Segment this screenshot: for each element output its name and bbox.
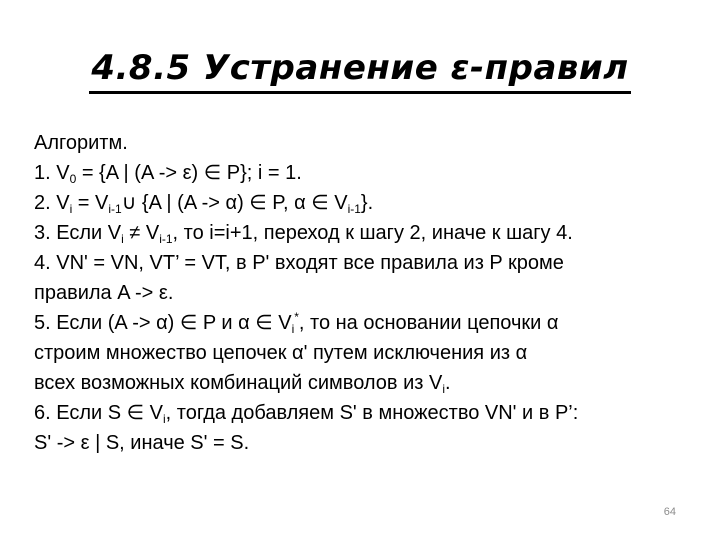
step-2-part-d: }. xyxy=(360,192,374,214)
algorithm-body xyxy=(34,128,706,458)
step-5 xyxy=(34,308,706,338)
step-2-part-b: = V xyxy=(72,192,109,214)
step-5-continued-2-subscript: i xyxy=(442,382,446,396)
step-1-part-a: 1. V xyxy=(34,162,70,184)
step-5-continued-2-part-a: всех возможных комбинаций символов из V xyxy=(34,372,443,394)
step-6-continued-text: S' -> ε | S, иначе S' = S. xyxy=(34,432,250,454)
page-number: 64 xyxy=(663,506,676,518)
step-2-subscript-2: i-1 xyxy=(108,202,122,216)
step-6 xyxy=(34,398,706,428)
step-5-continued xyxy=(34,338,706,368)
algorithm-heading-text: Алгоритм. xyxy=(34,132,128,154)
step-4 xyxy=(34,248,706,278)
step-5-continued-2 xyxy=(34,368,706,398)
step-4-continued-text: правила A -> ε. xyxy=(34,282,174,304)
step-4-text: 4. VN' = VN, VT’ = VT, в P' входят все правила из P кроме xyxy=(34,252,564,274)
slide-title-text: 4.8.5 Устранение ε-правил xyxy=(89,46,630,94)
step-2 xyxy=(34,188,706,218)
slide-title xyxy=(0,42,720,94)
step-5-part-a: 5. Если (A -> α) ∈ P и α ∈ V xyxy=(34,312,292,334)
step-3-part-b: ≠ V xyxy=(123,222,160,244)
step-5-continued-text: строим множество цепочек α' путем исключения из α xyxy=(34,342,528,364)
step-4-continued xyxy=(34,278,706,308)
step-3-subscript-2: i-1 xyxy=(159,232,173,246)
step-5-continued-2-part-b: . xyxy=(445,372,451,394)
step-3-subscript-1: i xyxy=(121,232,124,246)
step-1-subscript: 0 xyxy=(69,172,77,186)
step-5-subscript: i xyxy=(291,322,295,336)
step-2-part-a: 2. V xyxy=(34,192,70,214)
step-2-subscript-1: i xyxy=(69,202,73,216)
step-3-part-a: 3. Если V xyxy=(34,222,122,244)
step-6-part-b: , тогда добавляем S' в множество VN' и в P’: xyxy=(165,402,579,424)
step-6-continued xyxy=(34,428,706,458)
step-5-part-b: , то на основании цепочки α xyxy=(298,312,559,334)
step-3 xyxy=(34,218,706,248)
step-2-subscript-3: i-1 xyxy=(347,202,361,216)
step-6-subscript: i xyxy=(162,412,166,426)
step-2-part-c: ∪ {A | (A -> α) ∈ P, α ∈ V xyxy=(121,192,348,214)
step-3-part-c: , то i=i+1, переход к шагу 2, иначе к шагу 4. xyxy=(172,222,573,244)
step-1-part-b: = {A | (A -> ε) ∈ P}; i = 1. xyxy=(76,162,302,184)
step-6-part-a: 6. Если S ∈ V xyxy=(34,402,163,424)
step-5-superscript: * xyxy=(294,310,299,324)
algorithm-heading xyxy=(34,128,706,158)
step-1 xyxy=(34,158,706,188)
